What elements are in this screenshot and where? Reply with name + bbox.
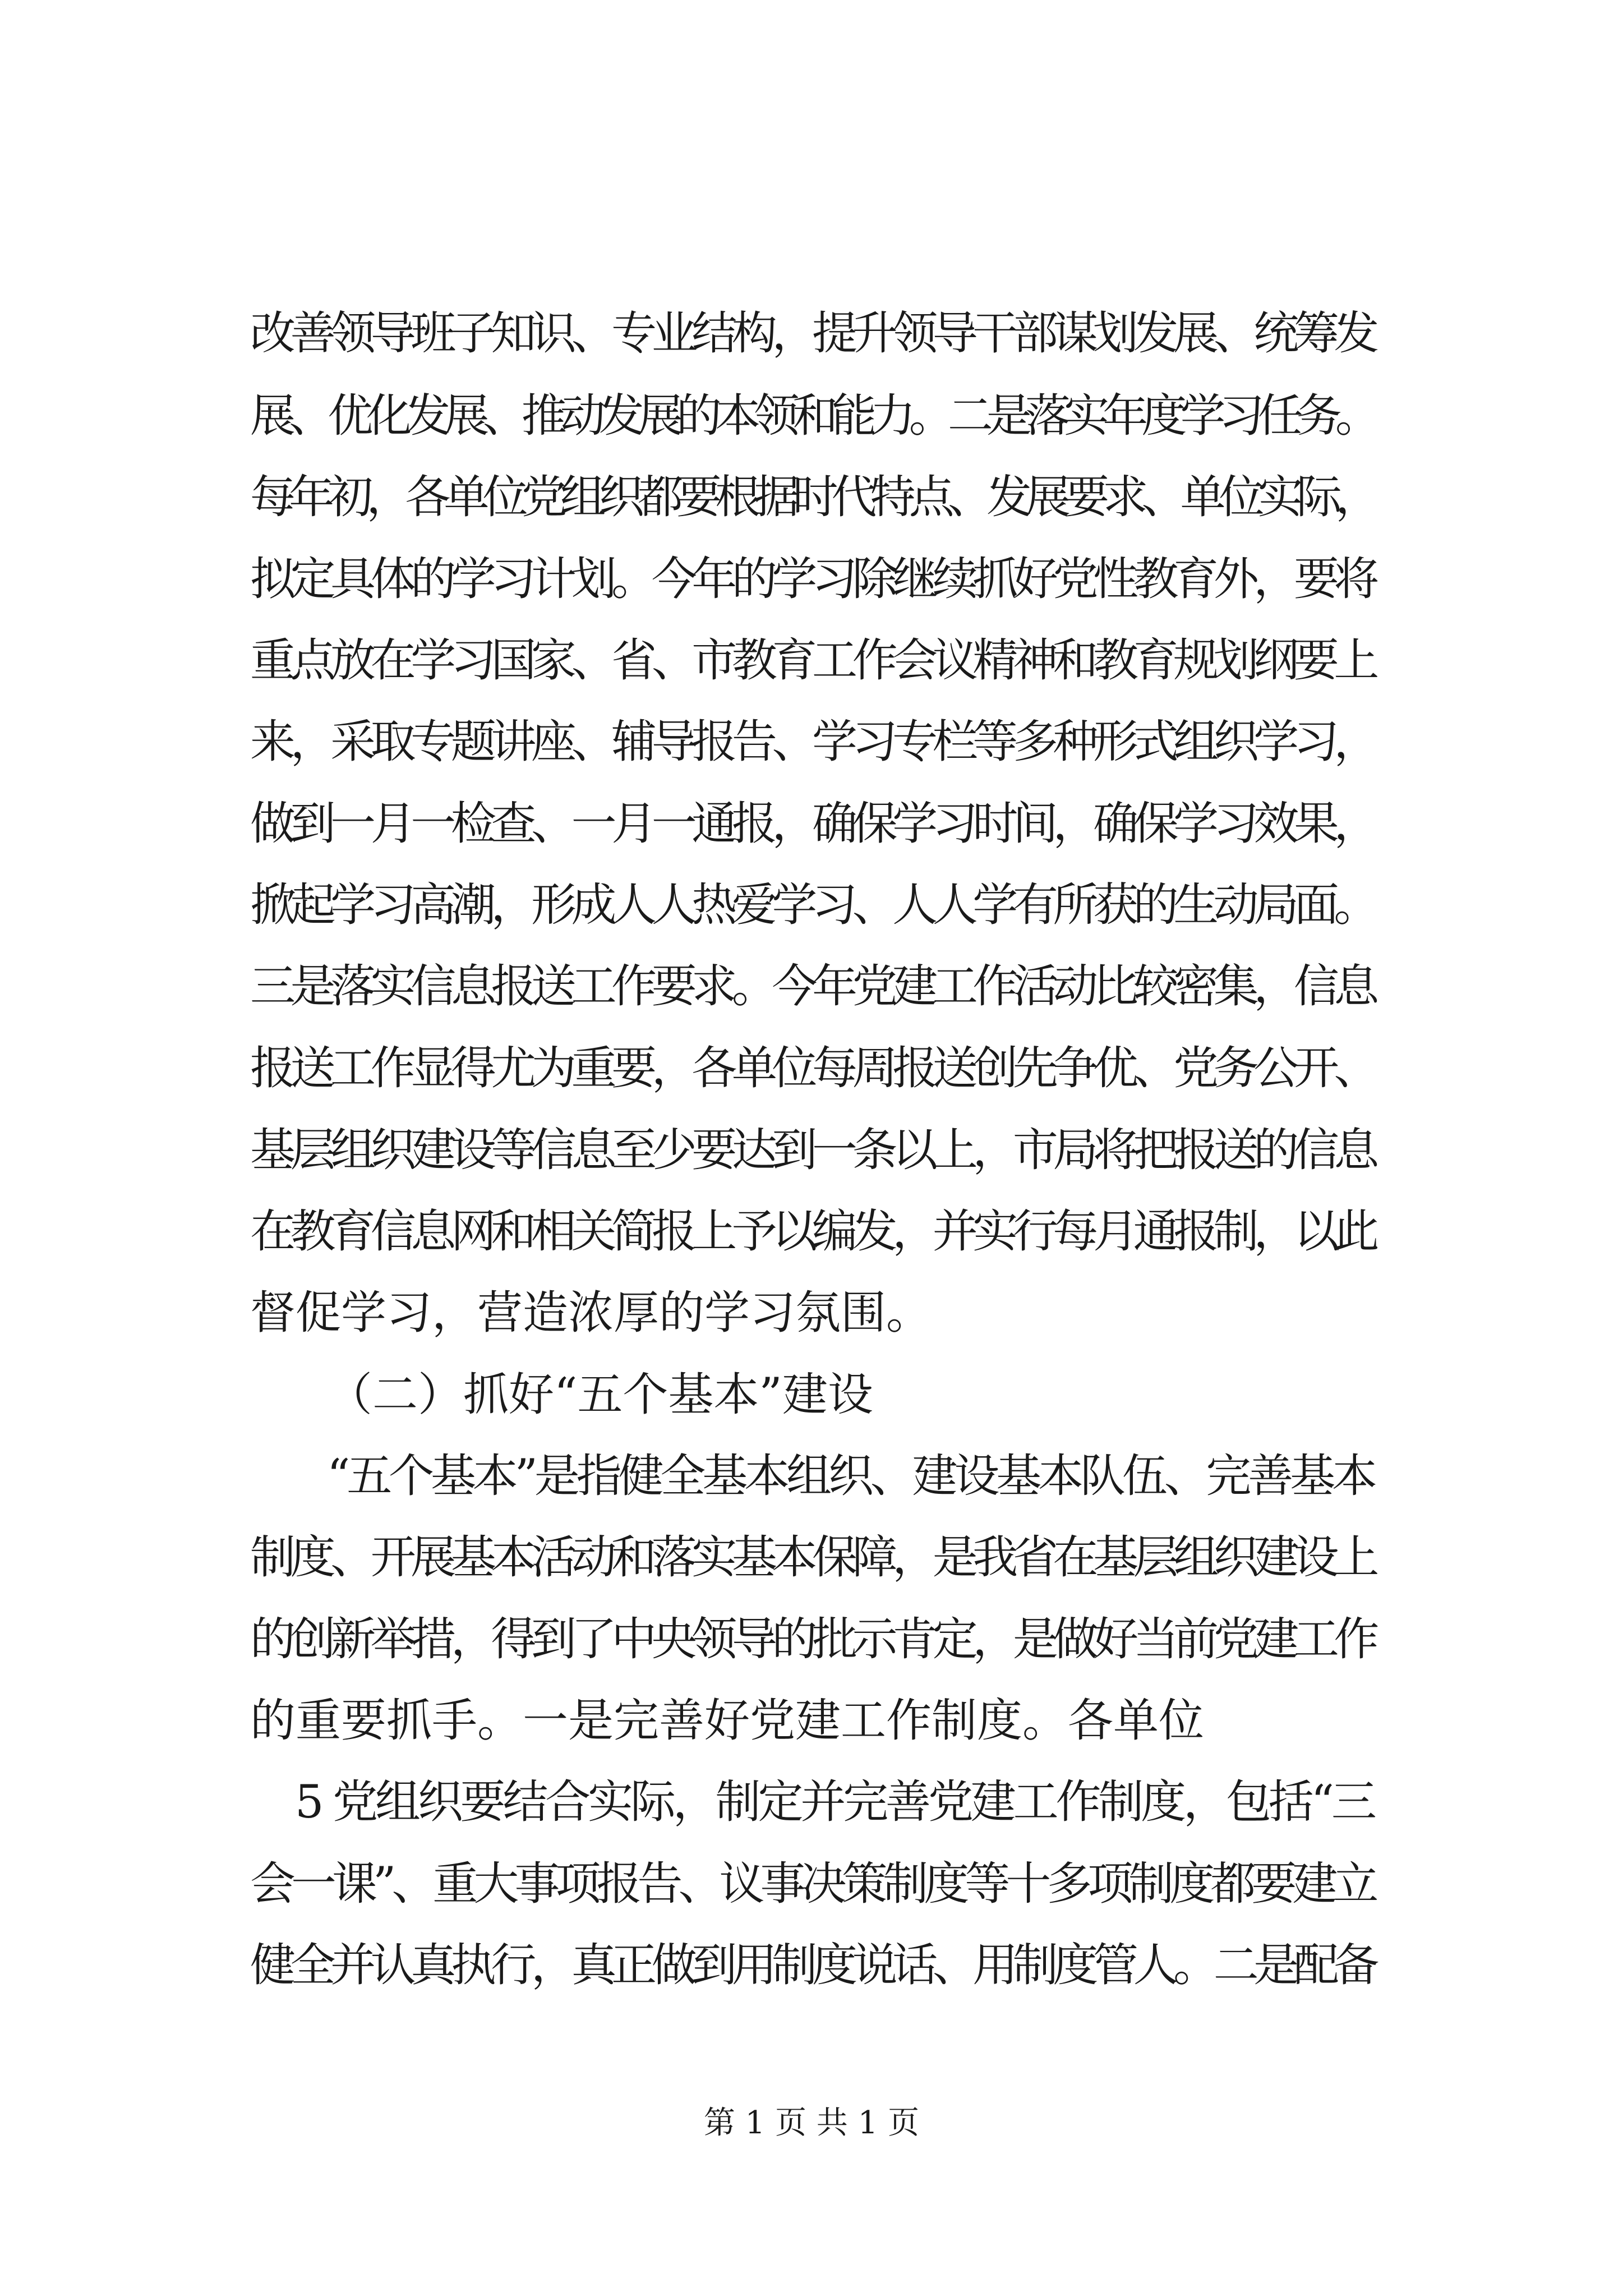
body-text-line: “五个基本”是指健全基本组织、建设基本队伍、完善基本 xyxy=(327,1450,1374,1503)
body-text-line: 的重要抓手。一是完善好党建工作制度。各单位 xyxy=(250,1695,1205,1747)
body-text-line: 三是落实信息报送工作要求。今年党建工作活动比较密集，信息 xyxy=(250,960,1375,1013)
body-text-line: 基层组织建设等信息至少要达到一条以上，市局将把报送的信息 xyxy=(250,1124,1375,1177)
body-text-line: 改善领导班子知识、专业结构，提升领导干部谋划发展、统筹发 xyxy=(250,307,1375,360)
body-text-line: 在教育信息网和相关简报上予以编发，并实行每月通报制，以此 xyxy=(250,1205,1375,1258)
body-text-line: 来，采取专题讲座、辅导报告、学习专栏等多种形式组织学习， xyxy=(250,716,1375,769)
body-text-line: 做到一月一检查、一月一通报，确保学习时间，确保学习效果， xyxy=(250,798,1375,850)
body-text-line: 每年初，各单位党组织都要根据时代特点、发展要求、单位实际， xyxy=(250,471,1375,524)
page-number-footer: 第 1 页 共 1 页 xyxy=(703,2105,920,2141)
body-text-line: 制度、开展基本活动和落实基本保障，是我省在基层组织建设上 xyxy=(250,1531,1375,1584)
body-text-line: 5 党组织要结合实际，制定并完善党建工作制度，包括“三 xyxy=(295,1776,1374,1829)
body-text-line: 报送工作显得尤为重要，各单位每周报送创先争优、党务公开、 xyxy=(250,1042,1375,1095)
body-text-line: 的创新举措，得到了中央领导的批示肯定，是做好当前党建工作 xyxy=(250,1613,1375,1666)
body-text-line: 会一课”、重大事项报告、议事决策制度等十多项制度都要建立 xyxy=(250,1858,1375,1911)
body-text-line: 展、优化发展、推动发展的本领和能力。二是落实年度学习任务。 xyxy=(250,390,1375,443)
body-text-line: 重点放在学习国家、省、市教育工作会议精神和教育规划纲要上 xyxy=(250,634,1375,687)
body-text-line: 拟定具体的学习计划。今年的学习除继续抓好党性教育外，要将 xyxy=(250,553,1375,606)
body-text-line: 督促学习，营造浓厚的学习氛围。 xyxy=(250,1287,932,1340)
body-text-line: 掀起学习高潮，形成人人热爱学习、人人学有所获的生动局面。 xyxy=(250,879,1375,932)
section-heading: （二）抓好“五个基本”建设 xyxy=(327,1369,873,1421)
body-text-line: 健全并认真执行，真正做到用制度说话、用制度管人。二是配备 xyxy=(250,1939,1375,1992)
